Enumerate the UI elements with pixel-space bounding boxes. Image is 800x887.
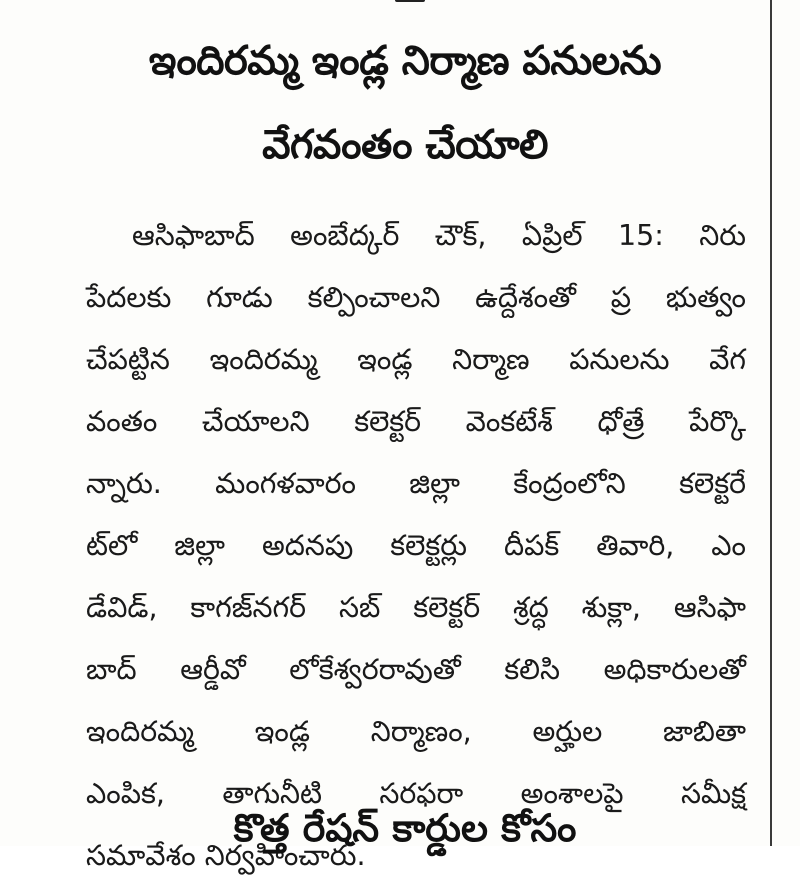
body-line: ఎంపిక, తాగునీటి సరఫరా అంశాలపై సమీక్ష [86, 777, 746, 810]
body-line: వంతం చేయాలని కలెక్టర్ వెంకటేశ్ ధోత్రే పేర్కొ [86, 405, 746, 438]
next-article-headline: కొత్త రేషన్ కార్డుల కోసం [233, 806, 577, 850]
headline-line-1: ఇందిరమ్మ ఇండ్ల నిర్మాణ పనులను [148, 38, 662, 84]
previous-article-fragment [395, 0, 425, 2]
body-line: న్నారు. మంగళవారం జిల్లా కేంద్రంలోని కలెక్టరే [86, 467, 746, 500]
column-divider [770, 0, 772, 846]
body-line: బాద్ ఆర్డీవో లోకేశ్వరరావుతో కలిసి అధికారులతో [86, 653, 746, 686]
body-line: పేదలకు గూడు కల్పించాలని ఉద్దేశంతో ప్ర భుత్వం [86, 281, 746, 314]
headline-line-2: వేగవంతం చేయాలి [262, 122, 548, 168]
body-line: డేవిడ్, కాగజ్‌నగర్ సబ్ కలెక్టర్ శ్రద్ధ శుక్లా, ఆసిఫా [86, 591, 746, 624]
body-line: ఇందిరమ్మ ఇండ్ల నిర్మాణం, అర్హుల జాబితా [86, 715, 746, 748]
body-line: ట్‌లో జిల్లా అదనపు కలెక్టర్లు దీపక్ తివారి, ఎం [86, 529, 746, 562]
article-body [86, 205, 746, 887]
body-line: సమావేశం నిర్వహించారు. [86, 839, 366, 872]
body-line: చేపట్టిన ఇందిరమ్మ ఇండ్ల నిర్మాణ పనులను వేగ [86, 343, 746, 376]
body-line: ఆసిఫాబాద్ అంబేద్కర్ చౌక్, ఏప్రిల్ 15: నిరు [132, 219, 746, 252]
